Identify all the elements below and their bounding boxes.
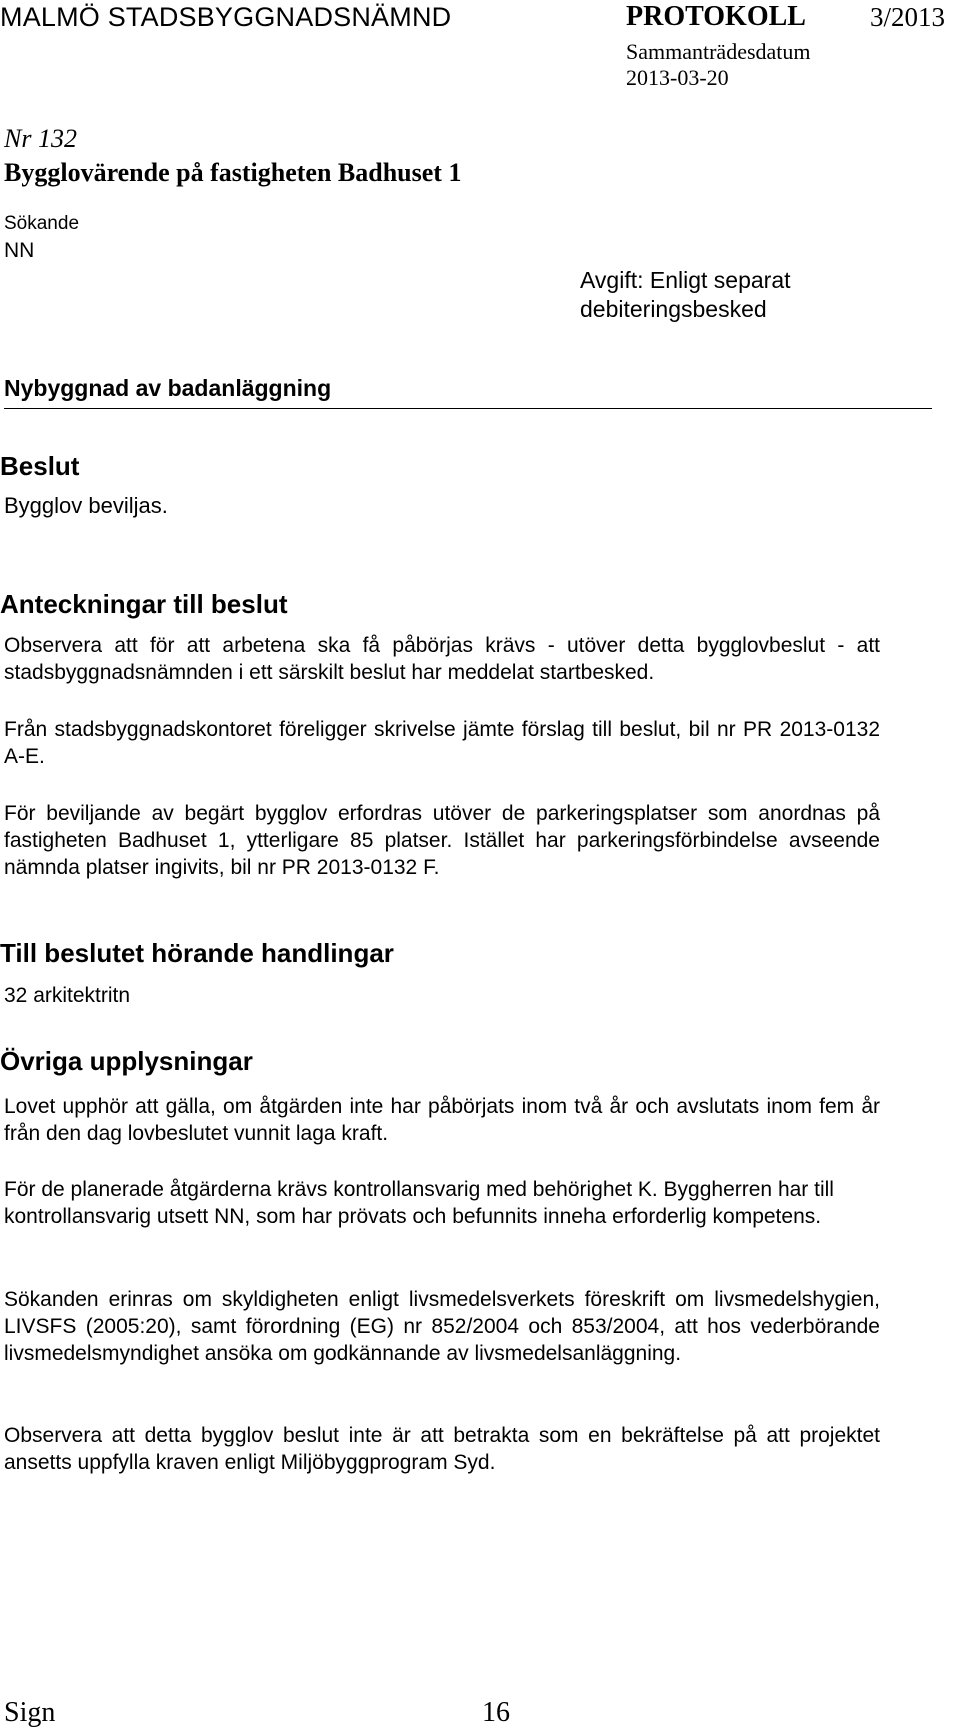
applicant-label: Sökande (4, 213, 80, 234)
notes-heading: Anteckningar till beslut (0, 589, 288, 619)
decision-heading: Beslut (0, 451, 80, 481)
case-number: Nr 132 (4, 124, 77, 153)
notes-paragraph-3: För beviljande av begärt bygglov erfordras utöver de parkeringsplatser som anordnas på fastigheten Badhuset 1, ytterligare 85 platser. Istället har parkeringsförbindelse avseende nämnda platser ingivits, bil nr PR 2013-0132 F. (4, 802, 880, 879)
other-info-paragraph-2: För de planerade åtgärderna krävs kontrollansvarig med behörighet K. Byggherren har till kontrollansvarig utsett NN, som har prövats och befunnits inneha erforderlig kompetens. (4, 1178, 834, 1228)
fee-line-1: Avgift: Enligt separat (580, 267, 791, 293)
divider-line (4, 408, 932, 409)
document-type: PROTOKOLL (626, 1, 806, 32)
organization-name: MALMÖ STADSBYGGNADSNÄMND (0, 2, 452, 32)
fee-info (580, 266, 791, 324)
other-info-paragraph-1: Lovet upphör att gälla, om åtgärden inte har påbörjats inom två år och avslutats inom fem år från den dag lovbeslutet vunnit laga kraft. (4, 1095, 880, 1145)
case-subject: Nybyggnad av badanläggning (4, 375, 332, 401)
other-info-paragraph-3: Sökanden erinras om skyldigheten enligt livsmedelsverkets föreskrift om livsmedelshygien, LIVSFS (2005:20), samt förordning (EG) nr 852/2004 och 853/2004, att hos vederbörande livsmedelsmyndighet ansöka om godkännande av livsmedelsanläggning. (4, 1288, 880, 1365)
decision-text: Bygglov beviljas. (4, 493, 168, 518)
notes-paragraph-2: Från stadsbyggnadskontoret föreligger skrivelse jämte förslag till beslut, bil nr PR 2013-0132 A-E. (4, 718, 880, 768)
other-info-paragraph-4: Observera att detta bygglov beslut inte är att betrakta som en bekräftelse på att projektet ansetts uppfylla kraven enligt Miljöbyggprogram Syd. (4, 1424, 880, 1474)
other-info-heading: Övriga upplysningar (0, 1046, 253, 1076)
meeting-date-label: Sammanträdesdatum (626, 39, 811, 64)
documents-text: 32 arkitektritn (4, 984, 131, 1007)
applicant-name: NN (4, 239, 35, 262)
notes-paragraph-1: Observera att för att arbetena ska få påbörjas krävs - utöver detta bygglovbeslut - att stadsbyggnadsnämnden i ett särskilt beslut har meddelat startbesked. (4, 634, 880, 684)
document-number: 3/2013 (870, 2, 946, 32)
fee-line-2: debiteringsbesked (580, 296, 767, 322)
meeting-date: 2013-03-20 (626, 65, 729, 90)
case-title: Bygglovärende på fastigheten Badhuset 1 (4, 158, 462, 187)
page-number: 16 (482, 1697, 510, 1728)
signature-label: Sign (4, 1697, 56, 1728)
documents-heading: Till beslutet hörande handlingar (0, 938, 394, 968)
